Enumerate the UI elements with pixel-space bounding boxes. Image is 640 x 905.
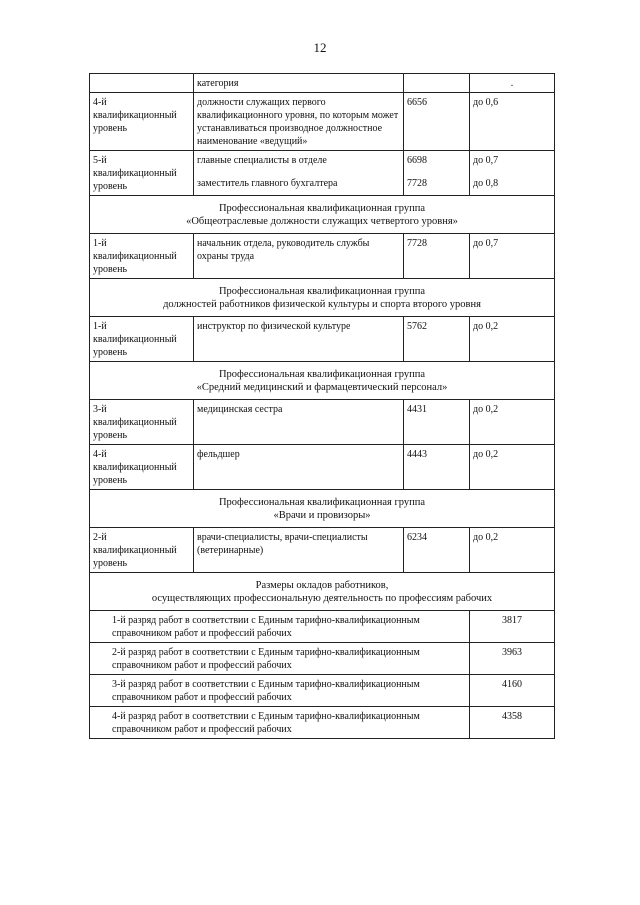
level-cell: 4-й квалификационный уровень	[90, 93, 194, 151]
position-line: заместитель главного бухгалтера	[197, 178, 338, 189]
salary-cell: 7728	[404, 234, 470, 279]
coef-cell: до 0,2	[470, 317, 555, 362]
level-cell	[90, 74, 194, 93]
position-cell	[194, 151, 404, 196]
group-header-line: «Средний медицинский и фармацевтический персонал»	[196, 382, 448, 393]
coef-cell: до 0,2	[470, 445, 555, 490]
position-cell: врачи-специалисты, врачи-специалисты (ветеринарные)	[194, 528, 404, 573]
position-cell: категория	[194, 74, 404, 93]
position-cell: фельдшер	[194, 445, 404, 490]
table-row	[90, 234, 555, 279]
page-number: 12	[313, 40, 327, 55]
table-row	[90, 317, 555, 362]
table-row	[90, 611, 555, 643]
salary-cell: 3963	[470, 643, 555, 675]
group-header-row	[90, 362, 555, 400]
group-header-line: должностей работников физической культуры и спорта второго уровня	[163, 299, 481, 310]
group-header-row	[90, 279, 555, 317]
coef-cell	[470, 151, 555, 196]
table-row	[90, 74, 555, 93]
table-row	[90, 707, 555, 739]
worker-rank-cell: 1-й разряд работ в соответствии с Единым тарифно-квалификационным справочником работ и профессий рабочих	[90, 611, 470, 643]
table-row	[90, 528, 555, 573]
position-cell: должности служащих первого квалификационного уровня, по которым может устанавливаться производное должностное наименование «ведущий»	[194, 93, 404, 151]
group-header-line: Профессиональная квалификационная группа	[218, 497, 426, 508]
group-header-line: осуществляющих профессиональную деятельность по профессиям рабочих	[151, 593, 493, 604]
coef-cell: до 0,6	[470, 93, 555, 151]
table-row	[90, 400, 555, 445]
salary-cell: 3817	[470, 611, 555, 643]
salary-cell	[404, 74, 470, 93]
table-row	[90, 675, 555, 707]
level-cell: 3-й квалификационный уровень	[90, 400, 194, 445]
group-header	[90, 196, 555, 234]
table-row	[90, 151, 555, 196]
coef-line: до 0,8	[473, 178, 499, 189]
level-cell: 4-й квалификационный уровень	[90, 445, 194, 490]
salary-cell: 6656	[404, 93, 470, 151]
table-row	[90, 93, 555, 151]
table-row	[90, 445, 555, 490]
salary-cell: 4160	[470, 675, 555, 707]
worker-rank-cell: 4-й разряд работ в соответствии с Единым тарифно-квалификационным справочником работ и профессий рабочих	[90, 707, 470, 739]
salary-cell: 4358	[470, 707, 555, 739]
group-header	[90, 362, 555, 400]
level-cell: 2-й квалификационный уровень	[90, 528, 194, 573]
position-cell: инструктор по физической культуре	[194, 317, 404, 362]
salary-cell: 4431	[404, 400, 470, 445]
level-cell: 1-й квалификационный уровень	[90, 317, 194, 362]
salary-cell: 6234	[404, 528, 470, 573]
coef-line: до 0,7	[473, 155, 499, 166]
group-header-line: Профессиональная квалификационная группа	[218, 369, 426, 380]
salary-cell: 5762	[404, 317, 470, 362]
group-header-line: «Врачи и провизоры»	[273, 510, 371, 521]
salary-cell	[404, 151, 470, 196]
worker-rank-cell: 3-й разряд работ в соответствии с Единым тарифно-квалификационным справочником работ и профессий рабочих	[90, 675, 470, 707]
worker-rank-cell: 2-й разряд работ в соответствии с Единым тарифно-квалификационным справочником работ и профессий рабочих	[90, 643, 470, 675]
group-header-line: «Общеотраслевые должности служащих четвертого уровня»	[186, 216, 458, 227]
group-header-row	[90, 490, 555, 528]
group-header	[90, 279, 555, 317]
group-header-line: Размеры окладов работников,	[255, 580, 389, 591]
group-header	[90, 573, 555, 611]
position-cell: начальник отдела, руководитель службы охраны труда	[194, 234, 404, 279]
group-header-line: Профессиональная квалификационная группа	[218, 203, 426, 214]
group-header-line: Профессиональная квалификационная группа	[218, 286, 426, 297]
level-cell: 1-й квалификационный уровень	[90, 234, 194, 279]
level-cell: 5-й квалификационный уровень	[90, 151, 194, 196]
coef-cell: .	[470, 74, 555, 93]
coef-cell: до 0,7	[470, 234, 555, 279]
position-cell: медицинская сестра	[194, 400, 404, 445]
salary-table	[89, 73, 555, 739]
salary-cell: 4443	[404, 445, 470, 490]
group-header-row	[90, 573, 555, 611]
coef-cell: до 0,2	[470, 400, 555, 445]
group-header-row	[90, 196, 555, 234]
position-line: главные специалисты в отделе	[197, 155, 327, 166]
coef-cell: до 0,2	[470, 528, 555, 573]
group-header	[90, 490, 555, 528]
table-row	[90, 643, 555, 675]
salary-line: 6698	[407, 155, 427, 166]
salary-line: 7728	[407, 178, 427, 189]
